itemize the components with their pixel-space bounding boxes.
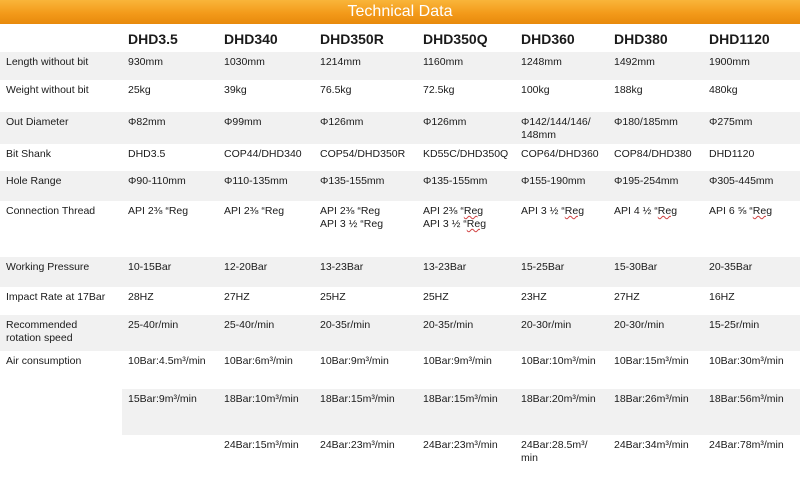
spec-row-label: Weight without bit xyxy=(0,80,122,112)
spec-cell: 25kg xyxy=(122,80,218,112)
spec-row xyxy=(0,144,800,171)
spec-cell: 16HZ xyxy=(703,287,800,315)
spec-cell: Φ180/185mm xyxy=(608,112,703,144)
spec-cell: 20-35r/min xyxy=(314,315,417,351)
header-corner xyxy=(0,24,122,52)
spec-cell: 25HZ xyxy=(417,287,515,315)
spec-cell: Φ126mm xyxy=(417,112,515,144)
spec-cell: DHD1120 xyxy=(703,144,800,171)
spec-row-label: Connection Thread xyxy=(0,201,122,257)
spec-cell: 25-40r/min xyxy=(218,315,314,351)
spellcheck-underline: Reg xyxy=(463,205,484,217)
spec-cell: 20-30r/min xyxy=(515,315,608,351)
air-consumption-cell: 10Bar:4.5m³/min xyxy=(122,351,218,389)
air-consumption-cell: 10Bar:30m³/min xyxy=(703,351,800,389)
spec-cell: API 6 ⅝ “Reg xyxy=(703,201,800,257)
spec-cell: 1900mm xyxy=(703,52,800,80)
spec-cell: 15-25Bar xyxy=(515,257,608,287)
spec-cell: COP44/DHD340 xyxy=(218,144,314,171)
model-header: DHD3.5 xyxy=(128,31,178,47)
spec-cell: API 4 ½ “Reg xyxy=(608,201,703,257)
spec-cell: 20-35Bar xyxy=(703,257,800,287)
spec-cell: 1214mm xyxy=(314,52,417,80)
page-title-banner: Technical Data xyxy=(0,0,800,24)
spec-row xyxy=(0,171,800,201)
spec-row xyxy=(0,287,800,315)
spec-cell: Φ110-135mm xyxy=(218,171,314,201)
spec-cell: 13-23Bar xyxy=(417,257,515,287)
air-consumption-row xyxy=(0,351,800,389)
model-header: DHD350R xyxy=(320,31,384,47)
spec-cell: API 2⅜ “Reg xyxy=(218,201,314,257)
technical-data-table xyxy=(0,24,800,471)
spec-cell: 27HZ xyxy=(218,287,314,315)
spec-cell: Φ135-155mm xyxy=(314,171,417,201)
spec-cell: COP54/DHD350R xyxy=(314,144,417,171)
spec-cell: COP84/DHD380 xyxy=(608,144,703,171)
model-header: DHD1120 xyxy=(709,31,770,47)
spellcheck-underline: Reg xyxy=(564,205,585,217)
spec-row xyxy=(0,201,800,257)
model-header: DHD340 xyxy=(224,31,278,47)
air-consumption-cell: 24Bar:78m³/min xyxy=(703,435,800,471)
spellcheck-underline: Reg xyxy=(752,205,773,217)
spec-row-label: Impact Rate at 17Bar xyxy=(0,287,122,315)
spec-cell: 1248mm xyxy=(515,52,608,80)
air-consumption-cell: 18Bar:56m³/min xyxy=(703,389,800,435)
spec-row xyxy=(0,315,800,351)
air-consumption-cell: 18Bar:15m³/min xyxy=(417,389,515,435)
spec-cell: 13-23Bar xyxy=(314,257,417,287)
spec-cell: 27HZ xyxy=(608,287,703,315)
air-consumption-cell: 10Bar:10m³/min xyxy=(515,351,608,389)
spec-row xyxy=(0,112,800,144)
spec-cell: Φ99mm xyxy=(218,112,314,144)
spec-cell: 100kg xyxy=(515,80,608,112)
spec-cell: Φ90-110mm xyxy=(122,171,218,201)
spec-cell: 15-25r/min xyxy=(703,315,800,351)
spec-row-label: Length without bit xyxy=(0,52,122,80)
spec-cell: KD55C/DHD350Q xyxy=(417,144,515,171)
spec-cell: 10-15Bar xyxy=(122,257,218,287)
spec-row xyxy=(0,52,800,80)
air-consumption-cell: 10Bar:15m³/min xyxy=(608,351,703,389)
spec-cell: Φ195-254mm xyxy=(608,171,703,201)
spec-cell: 28HZ xyxy=(122,287,218,315)
spec-row-label: Bit Shank xyxy=(0,144,122,171)
model-header: DHD360 xyxy=(521,31,575,47)
spec-row-label: Out Diameter xyxy=(0,112,122,144)
spec-cell: API 2⅜ “Reg API 3 ½ “Reg xyxy=(314,201,417,257)
spec-row xyxy=(0,80,800,112)
spec-row-label: Recommended rotation speed xyxy=(0,315,122,351)
spec-cell: 480kg xyxy=(703,80,800,112)
spec-cell: 25HZ xyxy=(314,287,417,315)
spec-row xyxy=(0,257,800,287)
spec-cell: 1160mm xyxy=(417,52,515,80)
spec-cell: 20-30r/min xyxy=(608,315,703,351)
air-consumption-cell: 10Bar:6m³/min xyxy=(218,351,314,389)
spec-row-label: Working Pressure xyxy=(0,257,122,287)
spec-row-label: Hole Range xyxy=(0,171,122,201)
spellcheck-underline: Reg xyxy=(466,218,487,230)
header-row xyxy=(0,24,800,52)
spec-cell: 1492mm xyxy=(608,52,703,80)
spec-cell: 23HZ xyxy=(515,287,608,315)
spec-cell: Φ275mm xyxy=(703,112,800,144)
spec-cell: API 3 ½ “Reg xyxy=(515,201,608,257)
spec-cell: 25-40r/min xyxy=(122,315,218,351)
model-header: DHD350Q xyxy=(423,31,488,47)
spec-cell: Φ155-190mm xyxy=(515,171,608,201)
spec-cell: 188kg xyxy=(608,80,703,112)
air-consumption-cell: 10Bar:9m³/min xyxy=(417,351,515,389)
air-consumption-cell: 18Bar:26m³/min xyxy=(608,389,703,435)
spec-cell: Φ126mm xyxy=(314,112,417,144)
air-consumption-cell: 24Bar:34m³/min xyxy=(608,435,703,471)
air-consumption-cell: 24Bar:15m³/min xyxy=(218,435,314,471)
spec-cell: 39kg xyxy=(218,80,314,112)
spec-cell: 15-30Bar xyxy=(608,257,703,287)
spec-cell: 930mm xyxy=(122,52,218,80)
spec-cell: API 2⅜ “Reg API 3 ½ “Reg xyxy=(417,201,515,257)
air-consumption-cell: 10Bar:9m³/min xyxy=(314,351,417,389)
spec-cell: DHD3.5 xyxy=(122,144,218,171)
spec-cell: COP64/DHD360 xyxy=(515,144,608,171)
model-header: DHD380 xyxy=(614,31,668,47)
air-consumption-cell xyxy=(122,435,218,471)
spec-cell: Φ305-445mm xyxy=(703,171,800,201)
spec-cell: 72.5kg xyxy=(417,80,515,112)
spec-cell: 12-20Bar xyxy=(218,257,314,287)
air-consumption-cell: 24Bar:28.5m³/ min xyxy=(515,435,608,471)
spec-cell: 20-35r/min xyxy=(417,315,515,351)
air-consumption-cell: 18Bar:20m³/min xyxy=(515,389,608,435)
spec-cell: Φ135-155mm xyxy=(417,171,515,201)
air-consumption-cell: 24Bar:23m³/min xyxy=(314,435,417,471)
air-consumption-cell: 18Bar:10m³/min xyxy=(218,389,314,435)
air-consumption-cell: 18Bar:15m³/min xyxy=(314,389,417,435)
spec-cell: Φ142/144/146/ 148mm xyxy=(515,112,608,144)
spec-row-label: Air consumption xyxy=(0,351,122,471)
spec-cell: API 2⅜ “Reg xyxy=(122,201,218,257)
spec-cell: Φ82mm xyxy=(122,112,218,144)
spec-cell: 1030mm xyxy=(218,52,314,80)
spec-cell: 76.5kg xyxy=(314,80,417,112)
air-consumption-cell: 15Bar:9m³/min xyxy=(122,389,218,435)
air-consumption-cell: 24Bar:23m³/min xyxy=(417,435,515,471)
spellcheck-underline: Reg xyxy=(657,205,678,217)
